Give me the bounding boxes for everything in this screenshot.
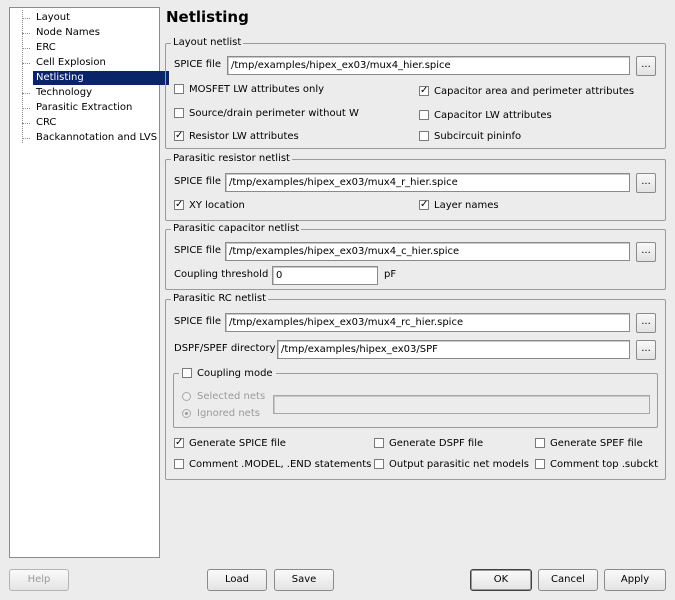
- checkbox-box[interactable]: [174, 108, 184, 118]
- spice-file-label: SPICE file: [174, 59, 222, 70]
- sidebar-item-technology[interactable]: [22, 86, 160, 100]
- sidebar-item-label: ERC: [36, 42, 56, 53]
- sidebar-item-label: Cell Explosion: [36, 57, 106, 68]
- checkbox-label: Subcircuit pininfo: [434, 130, 522, 142]
- resistor-spice-browse-button[interactable]: ...: [636, 173, 656, 193]
- checkbox-box[interactable]: [419, 131, 429, 141]
- sd-perimeter-checkbox[interactable]: [174, 106, 359, 120]
- res-lw-checkbox[interactable]: [174, 129, 299, 143]
- save-button[interactable]: Save: [274, 569, 334, 591]
- group-title: Parasitic RC netlist: [173, 293, 267, 304]
- checkbox-label: Comment .MODEL, .END statements: [189, 458, 372, 470]
- sidebar-item-label: CRC: [36, 117, 57, 128]
- comment-subckt-checkbox[interactable]: [535, 457, 658, 471]
- spice-file-label: SPICE file: [174, 176, 222, 187]
- radio-dot[interactable]: [182, 409, 191, 418]
- capacitor-spice-browse-button[interactable]: ...: [636, 242, 656, 262]
- dspf-dir-input[interactable]: /tmp/examples/hipex_ex03/SPF: [277, 340, 630, 359]
- sidebar-item-label: Parasitic Extraction: [36, 102, 133, 113]
- coupling-threshold-label: Coupling threshold: [174, 269, 269, 280]
- group-title: Parasitic capacitor netlist: [173, 223, 300, 234]
- sidebar-item-backannotation-lvs[interactable]: [22, 131, 160, 145]
- load-button[interactable]: Load: [207, 569, 267, 591]
- rc-spice-file-input[interactable]: /tmp/examples/hipex_ex03/mux4_rc_hier.spice: [225, 313, 630, 332]
- cancel-button[interactable]: Cancel: [538, 569, 598, 591]
- gen-dspf-checkbox[interactable]: [374, 436, 483, 450]
- page-title: Netlisting: [166, 8, 249, 26]
- rc-spice-browse-button[interactable]: ...: [636, 313, 656, 333]
- checkbox-label: Generate SPICE file: [189, 437, 286, 449]
- checkbox-box[interactable]: [374, 459, 384, 469]
- sidebar-item-netlisting[interactable]: [33, 71, 169, 85]
- sidebar-item-label: Technology: [36, 87, 93, 98]
- checkbox-box[interactable]: [182, 368, 192, 378]
- sidebar-item-node-names[interactable]: [22, 26, 160, 40]
- coupling-mode-checkbox[interactable]: [179, 366, 276, 380]
- gen-spef-checkbox[interactable]: [535, 436, 643, 450]
- layer-names-checkbox[interactable]: [419, 198, 499, 212]
- checkbox-box[interactable]: [174, 438, 184, 448]
- checkbox-box[interactable]: [174, 200, 184, 210]
- layout-spice-file-input[interactable]: /tmp/examples/hipex_ex03/mux4_hier.spice: [227, 56, 630, 75]
- checkbox-box[interactable]: [374, 438, 384, 448]
- capacitor-spice-file-input[interactable]: /tmp/examples/hipex_ex03/mux4_c_hier.spice: [225, 242, 630, 261]
- xy-location-checkbox[interactable]: [174, 198, 245, 212]
- checkbox-label: Coupling mode: [197, 367, 273, 379]
- help-button[interactable]: Help: [9, 569, 69, 591]
- checkbox-box[interactable]: [535, 459, 545, 469]
- ignored-nets-radio[interactable]: [182, 406, 260, 420]
- checkbox-label: Comment top .subckt: [550, 458, 659, 470]
- spice-file-label: SPICE file: [174, 245, 222, 256]
- sidebar-item-label: Backannotation and LVS: [36, 132, 158, 143]
- subckt-pininfo-checkbox[interactable]: [419, 129, 521, 143]
- cap-lw-checkbox[interactable]: [419, 108, 552, 122]
- checkbox-box[interactable]: [419, 86, 429, 96]
- dspf-dir-label: DSPF/SPEF directory: [174, 343, 276, 354]
- checkbox-label: XY location: [189, 199, 245, 211]
- group-title: Parasitic resistor netlist: [173, 153, 290, 164]
- sidebar-item-label: Node Names: [36, 27, 100, 38]
- checkbox-label: Layer names: [434, 199, 499, 211]
- sidebar-item-erc[interactable]: [22, 41, 160, 55]
- selected-nets-radio[interactable]: [182, 389, 265, 403]
- coupling-threshold-unit: pF: [384, 269, 397, 280]
- checkbox-label: Generate SPEF file: [550, 437, 643, 449]
- nets-input[interactable]: [273, 395, 650, 414]
- radio-label: Ignored nets: [197, 407, 260, 419]
- checkbox-label: Capacitor LW attributes: [434, 109, 552, 121]
- mosfet-lw-checkbox[interactable]: [174, 82, 324, 96]
- output-parasitic-checkbox[interactable]: [374, 457, 529, 471]
- checkbox-label: Resistor LW attributes: [189, 130, 299, 142]
- checkbox-label: Capacitor area and perimeter attributes: [434, 85, 635, 97]
- layout-spice-browse-button[interactable]: ...: [636, 56, 656, 76]
- resistor-spice-file-input[interactable]: /tmp/examples/hipex_ex03/mux4_r_hier.spice: [225, 173, 630, 192]
- checkbox-box[interactable]: [419, 110, 429, 120]
- dspf-dir-browse-button[interactable]: ...: [636, 340, 656, 360]
- checkbox-box[interactable]: [174, 459, 184, 469]
- sidebar-tree[interactable]: [9, 7, 160, 558]
- checkbox-label: MOSFET LW attributes only: [189, 83, 325, 95]
- coupling-threshold-input[interactable]: 0: [272, 266, 378, 285]
- radio-dot[interactable]: [182, 392, 191, 401]
- spice-file-label: SPICE file: [174, 316, 222, 327]
- apply-button[interactable]: Apply: [604, 569, 666, 591]
- sidebar-item-parasitic-extraction[interactable]: [22, 101, 160, 115]
- sidebar-item-label: Layout: [36, 12, 70, 23]
- sidebar-item-crc[interactable]: [22, 116, 160, 130]
- checkbox-box[interactable]: [419, 200, 429, 210]
- cap-area-checkbox[interactable]: [419, 84, 634, 98]
- checkbox-label: Source/drain perimeter without W: [189, 107, 359, 119]
- checkbox-box[interactable]: [535, 438, 545, 448]
- checkbox-box[interactable]: [174, 131, 184, 141]
- sidebar-item-layout[interactable]: [22, 11, 160, 25]
- checkbox-box[interactable]: [174, 84, 184, 94]
- sidebar-item-cell-explosion[interactable]: [22, 56, 160, 70]
- sidebar-item-label: Netlisting: [36, 72, 84, 83]
- checkbox-label: Output parasitic net models: [389, 458, 529, 470]
- gen-spice-checkbox[interactable]: [174, 436, 286, 450]
- comment-model-checkbox[interactable]: [174, 457, 371, 471]
- checkbox-label: Generate DSPF file: [389, 437, 484, 449]
- radio-label: Selected nets: [197, 390, 266, 402]
- group-title: Layout netlist: [173, 37, 242, 48]
- ok-button[interactable]: OK: [470, 569, 532, 591]
